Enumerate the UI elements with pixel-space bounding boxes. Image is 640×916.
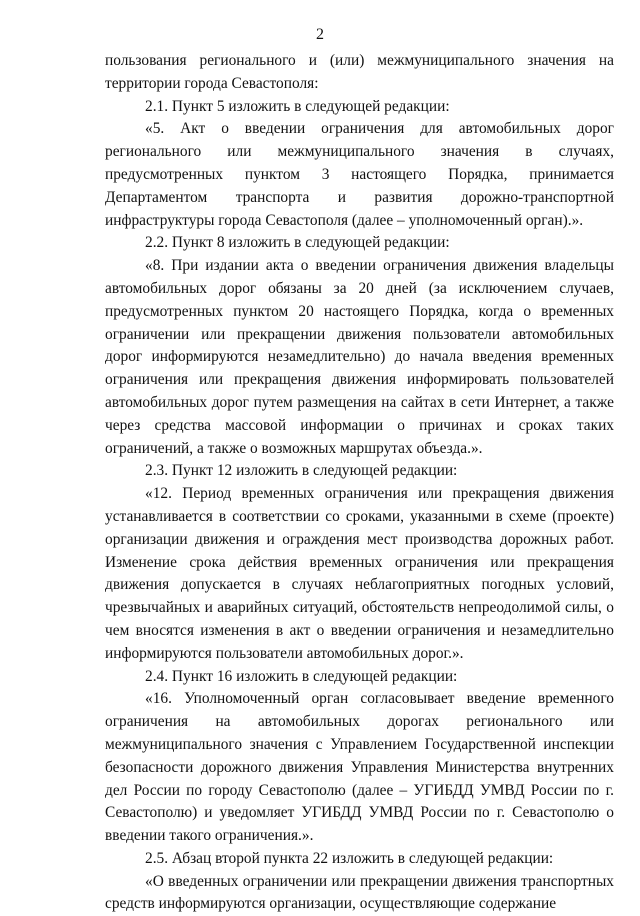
page-number: 2 [316, 26, 324, 43]
paragraph-quote-point-12: «12. Период временных ограничения или прекращения движения устанавливается в соответствии со сроками, указанными в схеме (проекте) организации движения и ограждения мест производства дорожных работ. Изменение срока действия временных ограничения или прекращения движения допускается в случаях неблагоприятных погодных условий, чрезвычайных и аварийных ситуаций, обстоятельств непреодолимой силы, о чем вносятся изменения в акт о введении ограничения и незамедлительно информируются пользователи автомобильных дорог.». [105, 485, 614, 662]
paragraph-item-2-4: 2.4. Пункт 16 изложить в следующей редакции: [145, 667, 458, 685]
document-body [105, 50, 614, 916]
paragraph-item-2-1: 2.1. Пункт 5 изложить в следующей редакции: [145, 97, 450, 115]
paragraph-item-2-5: 2.5. Абзац второй пункта 22 изложить в следующей редакции: [145, 849, 554, 867]
paragraph-quote-point-5: «5. Акт о введении ограничения для автомобильных дорог регионального или межмуниципального значения в случаях, предусмотренных пунктом 3 настоящего Порядка, принимается Департаментом транспорта и развития дорожно-транспортной инфраструктуры города Севастополя (далее – уполномоченный орган).». [105, 120, 614, 229]
paragraph-quote-point-22: «О введенных ограничении или прекращении движения транспортных средств информируются организации, осуществляющие содержание [105, 872, 614, 913]
paragraph-item-2-2: 2.2. Пункт 8 изложить в следующей редакции: [145, 234, 450, 252]
paragraph-quote-point-8: «8. При издании акта о введении ограничения движения владельцы автомобильных дорог обязаны за 20 дней (за исключением случаев, предусмотренных пунктом 20 настоящего Порядка, когда о временных ограничении или прекращении движения пользователи автомобильных дорог информируются незамедлительно) до начала введения временных ограничения или прекращения движения информировать пользователей автомобильных дорог путем размещения на сайтах в сети Интернет, а также через средства массовой информации о причинах и сроках таких ограничений, а также о возможных маршрутах объезда.». [105, 257, 614, 457]
paragraph-item-2-3: 2.3. Пункт 12 изложить в следующей редакции: [145, 462, 458, 480]
paragraph-continuation: пользования регионального и (или) межмуниципального значения на территории города Севастополя: [105, 52, 614, 92]
paragraph-quote-point-16: «16. Уполномоченный орган согласовывает введение временного ограничения на автомобильных дорогах регионального или межмуниципального значения с Управлением Государственной инспекции безопасности дорожного движения Управления Министерства внутренних дел России по городу Севастополю (далее – УГИБДД УМВД России по г. Севастополю) и уведомляет УГИБДД УМВД России по г. Севастополю о введении такого ограничения.». [105, 690, 614, 845]
